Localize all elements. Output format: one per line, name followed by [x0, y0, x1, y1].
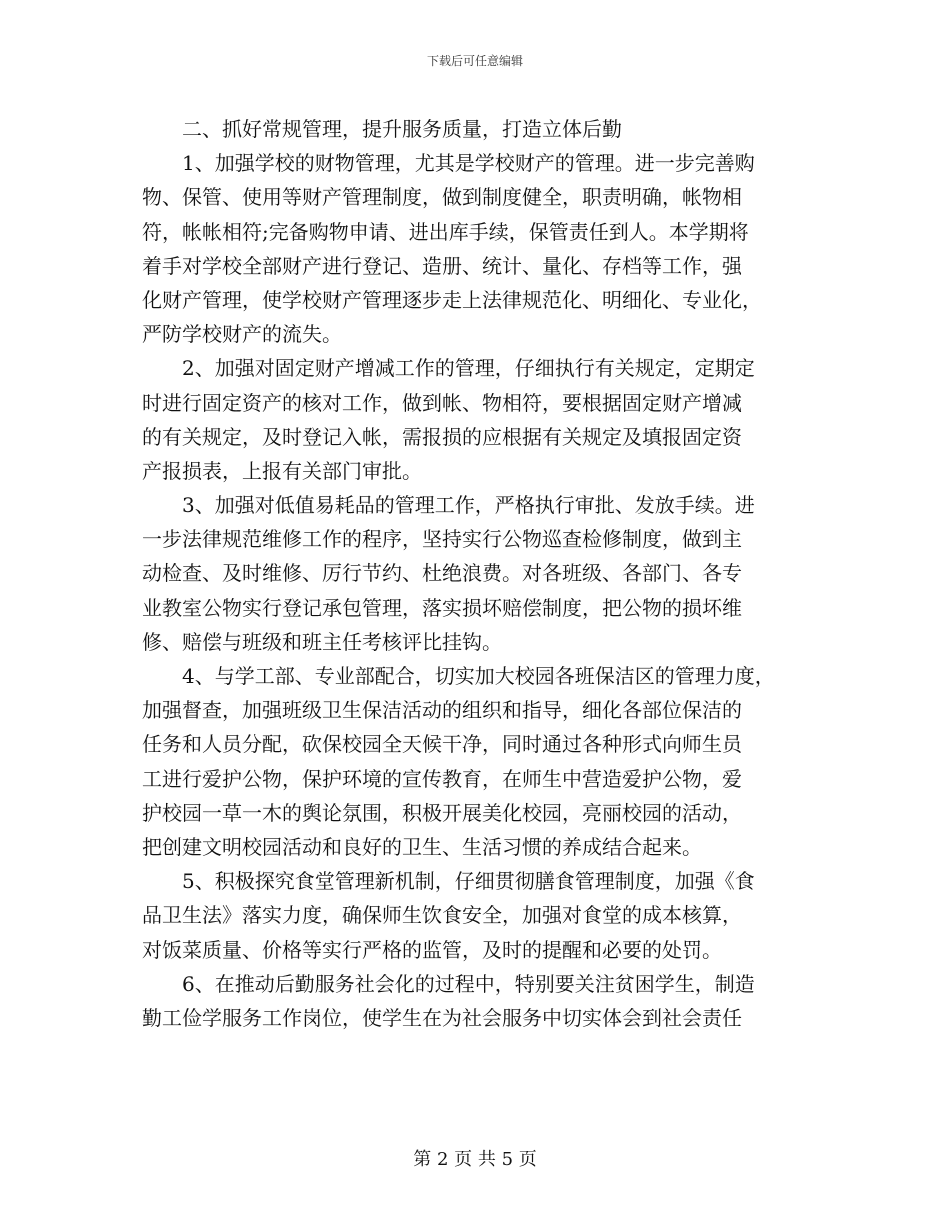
paragraph-line: 把创建文明校园活动和良好的卫生、生活习惯的养成结合起来。 — [142, 834, 702, 859]
paragraph-line: 勤工俭学服务工作岗位，使学生在为社会服务中切实体会到社会责任 — [142, 1005, 742, 1030]
paragraph-line: 任务和人员分配，砍保校园全天候干净，同时通过各种形式向师生员 — [142, 732, 742, 757]
paragraph-line: 对饭菜质量、价格等实行严格的监管，及时的提醒和必要的处罚。 — [142, 937, 722, 962]
paragraph-line: 业教室公物实行登记承包管理，落实损坏赔偿制度，把公物的损坏维 — [142, 595, 742, 620]
paragraph-first-line: 5、积极探究食堂管理新机制，仔细贯彻膳食管理制度，加强《食 — [182, 869, 755, 894]
paragraph-line: 护校园一草一木的舆论氛围，积极开展美化校园，亮丽校园的活动， — [142, 800, 742, 825]
paragraph — [142, 659, 812, 864]
paragraph — [142, 351, 812, 488]
paragraph-line: 工进行爱护公物，保护环境的宣传教育，在师生中营造爱护公物，爱 — [142, 766, 742, 791]
paragraph-line: 修、赔偿与班级和班主任考核评比挂钩。 — [142, 629, 502, 654]
paragraph-line: 品卫生法》落实力度，确保师生饮食安全，加强对食堂的成本核算， — [142, 903, 742, 928]
paragraph-line: 时进行固定资产的核对工作，做到帐、物相符，要根据固定财产增减 — [142, 390, 742, 415]
paragraph-first-line: 1、加强学校的财物管理，尤其是学校财产的管理。进一步完善购 — [182, 151, 755, 176]
document-body — [142, 112, 812, 1035]
page-number-footer: 第 2 页 共 5 页 — [413, 1149, 537, 1170]
paragraph — [142, 864, 812, 967]
paragraph-line: 一步法律规范维修工作的程序，坚持实行公物巡查检修制度，做到主 — [142, 527, 742, 552]
page-header: 下载后可任意编辑 — [426, 54, 523, 68]
paragraph-line: 严防学校财产的流失。 — [142, 322, 342, 347]
paragraph-first-line: 4、与学工部、专业部配合，切实加大校园各班保洁区的管理力度， — [182, 664, 775, 688]
paragraph — [142, 146, 812, 351]
paragraph-line: 符，帐帐相符;完备购物申请、进出库手续，保管责任到人。本学期将 — [142, 219, 749, 244]
paragraph — [142, 112, 812, 146]
paragraph-line: 加强督查，加强班级卫生保洁活动的组织和指导，细化各部位保洁的 — [142, 698, 742, 723]
paragraph — [142, 488, 812, 659]
paragraph-first-line: 3、加强对低值易耗品的管理工作，严格执行审批、发放手续。进 — [182, 493, 755, 518]
paragraph-line: 物、保管、使用等财产管理制度，做到制度健全，职责明确，帐物相 — [142, 185, 742, 210]
paragraph-line: 化财产管理，使学校财产管理逐步走上法律规范化、明细化、专业化， — [142, 287, 762, 312]
paragraph — [142, 967, 812, 1035]
paragraph-line: 着手对学校全部财产进行登记、造册、统计、量化、存档等工作，强 — [142, 253, 742, 278]
paragraph-line: 产报损表，上报有关部门审批。 — [142, 458, 422, 483]
paragraph-line: 动检查、及时维修、厉行节约、杜绝浪费。对各班级、各部门、各专 — [142, 561, 742, 586]
paragraph-first-line: 6、在推动后勤服务社会化的过程中，特别要关注贫困学生，制造 — [182, 971, 755, 996]
paragraph-line: 的有关规定，及时登记入帐，需报损的应根据有关规定及填报固定资 — [142, 424, 742, 449]
paragraph-first-line: 2、加强对固定财产增减工作的管理，仔细执行有关规定，定期定 — [182, 356, 755, 381]
paragraph-first-line: 二、抓好常规管理，提升服务质量，打造立体后勤 — [182, 117, 622, 141]
